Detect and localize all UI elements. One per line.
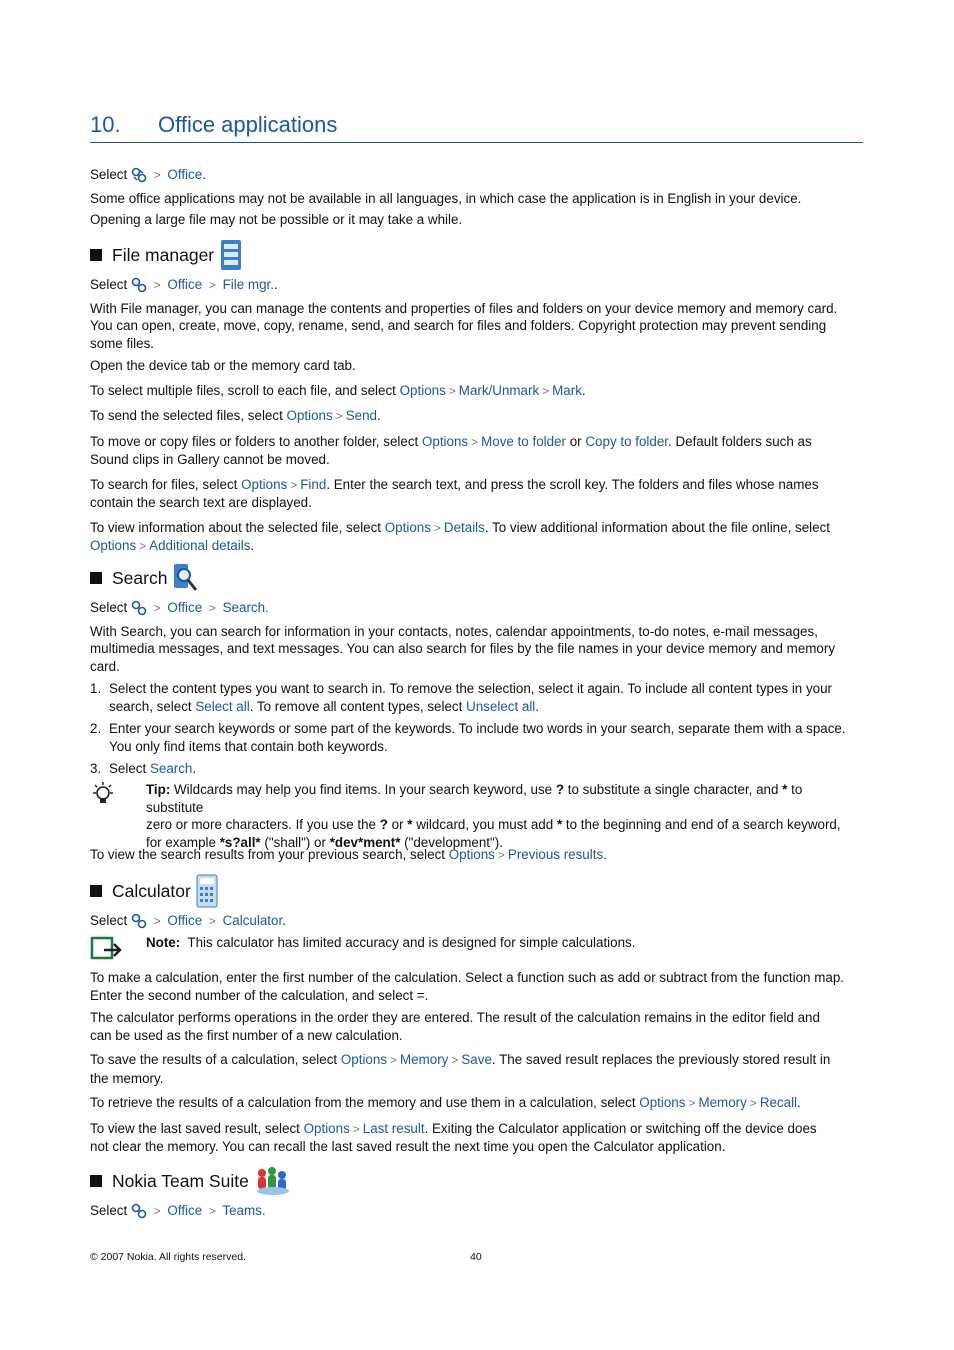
search-icon <box>171 562 199 594</box>
note-box: Note: This calculator has limited accuracy and is designed for simple calculations. <box>90 934 863 952</box>
options-link[interactable]: Options <box>399 382 446 398</box>
heading-text: Nokia Team Suite <box>112 1170 249 1191</box>
options-link[interactable]: Options <box>340 1052 388 1067</box>
office-link[interactable]: Office <box>167 600 203 615</box>
options-link[interactable]: Options <box>241 476 288 492</box>
heading-text: File manager <box>112 244 215 265</box>
move-to-folder-link[interactable]: Move to folder <box>481 433 566 449</box>
text: . Enter the search text, and press the scroll key. The folders and files whose names <box>326 476 819 492</box>
file-manager-heading <box>90 240 246 270</box>
paragraph: the memory. <box>90 1070 164 1086</box>
paragraph: Open the device tab or the memory card tab. <box>90 358 356 373</box>
select-text: Select <box>90 167 128 182</box>
chevron-right-icon: > <box>290 477 298 492</box>
chevron-right-icon: > <box>451 1053 459 1067</box>
chapter-number: 10. <box>90 112 121 137</box>
chevron-right-icon: > <box>335 409 343 423</box>
last-result-link[interactable]: Last result <box>362 1120 425 1136</box>
options-link[interactable]: Options <box>448 847 495 862</box>
file-mgr-link[interactable]: File mgr. <box>222 277 274 292</box>
menu-icon <box>131 1203 147 1219</box>
search-link[interactable]: Search. <box>222 600 269 615</box>
find-link[interactable]: Find <box>300 476 327 492</box>
paragraph: The calculator performs operations in the order they are entered. The result of the calculation remains in the editor field and <box>90 1010 820 1025</box>
options-link[interactable]: Options <box>303 1120 350 1136</box>
intro-p1: Some office applications may not be available in all languages, in which case the application is in English in your device. <box>90 190 802 206</box>
file-manager-section: Select > Office > File mgr.. With File manager, you can manage the contents and properties of files and folders on your device memory and memory card. You can open, create, move, copy, rename, send, and search for files and folders. Copyright protection may prevent sending some files. Open the device tab or the memory card tab. To select multiple files, scroll to each file, and select Options > Mark/Unmark > Mark. To send the selected files, select Options > Send. To move or copy files or folders to another folder, select Options > Move to folder or Copy to folder. Default folders such as Sound clips in Gallery cannot be moved. To search for files, select Options > Find. Enter the search text, and press the scroll key. The folders and files whose names contain the search text are displayed. To view information about the selected file, select Options > Details. To view additional information about the file online, select Options > Additional details. <box>90 276 863 556</box>
additional-details-link[interactable]: Additional details <box>149 538 251 553</box>
list-item: 3. Select Search. <box>90 761 197 776</box>
list-item: 1. Select the content types you want to search in. To remove the selection, select it again. To include all content types in your search, select Select all. To remove all content types, select Unselect all. <box>90 681 833 714</box>
text: To select multiple files, scroll to each file, and select <box>90 382 396 398</box>
previous-results-link[interactable]: Previous results <box>507 847 604 862</box>
select-text: Select <box>90 600 128 615</box>
team-suite-heading <box>90 1166 291 1196</box>
chevron-right-icon: > <box>153 278 161 292</box>
options-link[interactable]: Options <box>90 538 137 553</box>
note-icon <box>90 936 124 962</box>
save-link[interactable]: Save <box>461 1052 492 1067</box>
select-text: Select <box>90 277 128 292</box>
select-all-link[interactable]: Select all <box>195 698 250 714</box>
team-people-icon <box>253 1165 291 1197</box>
memory-link[interactable]: Memory <box>400 1052 449 1067</box>
mark-unmark-link[interactable]: Mark/Unmark <box>458 382 540 398</box>
chevron-right-icon: > <box>542 383 550 398</box>
chevron-right-icon: > <box>208 1204 216 1218</box>
paragraph: can be used as the first number of a new calculation. <box>90 1027 403 1043</box>
text: . To view additional information about the file online, select <box>484 519 831 535</box>
paragraph: With File manager, you can manage the contents and properties of files and folders on your device memory and memory card. <box>90 300 838 316</box>
office-link[interactable]: Office <box>167 277 203 292</box>
chevron-right-icon: > <box>688 1096 696 1110</box>
calculator-section: To make a calculation, enter the first number of the calculation. Select a function such as add or subtract from the function map. Enter the second number of the calculation, and select =. The calculator performs operations in the order they are entered. The result of the calculation remains in the editor field and can be used as the first number of a new calculation. To save the results of a calculation, select Options > Memory > Save. The saved result replaces the previously stored result in the memory. To retrieve the results of a calculation from the memory and use them in a calculation, select Options > Memory > Recall. To view the last saved result, select Options > Last result. Exiting the Calculator application or switching off the device does not clear the memory. You can recall the last saved result the next time you open the Calculator application. <box>90 969 863 1156</box>
page-number: 40 <box>470 1251 482 1263</box>
chevron-right-icon: > <box>749 1096 757 1110</box>
chevron-right-icon: > <box>433 520 441 535</box>
intro-select-line: Select > Office. Some office applications may not be available in all languages, in which case the application is in English in your device. Opening a large file may not be possible or it may take a while. <box>90 166 863 229</box>
chevron-right-icon: > <box>153 168 161 182</box>
chapter-heading: Office applications <box>158 112 338 137</box>
chevron-right-icon: > <box>153 601 161 615</box>
office-link[interactable]: Office <box>167 167 203 182</box>
office-link[interactable]: Office <box>167 913 203 928</box>
paragraph: With Search, you can search for information in your contacts, notes, calendar appointments, to-do notes, e-mail messages, <box>90 623 818 639</box>
calculator-heading <box>90 876 220 906</box>
paragraph: contain the search text are displayed. <box>90 495 312 510</box>
options-link[interactable]: Options <box>421 433 469 449</box>
mark-link[interactable]: Mark <box>552 382 582 398</box>
chevron-right-icon: > <box>153 914 161 928</box>
steps-list <box>90 680 863 778</box>
chevron-right-icon: > <box>208 278 216 292</box>
chevron-right-icon: > <box>471 434 479 449</box>
paragraph: some files. <box>90 335 154 351</box>
text: To search for files, select <box>90 476 238 492</box>
tip-label: Tip: <box>146 782 171 797</box>
menu-icon <box>131 600 147 616</box>
text: . Default folders such as <box>668 433 812 449</box>
note-label: Note: <box>146 935 181 950</box>
file-manager-icon <box>218 238 246 272</box>
paragraph: To make a calculation, enter the first number of the calculation. Select a function such as add or subtract from the function map. <box>90 970 844 985</box>
send-link[interactable]: Send <box>345 408 377 423</box>
copyright: © 2007 Nokia. All rights reserved. <box>90 1251 246 1263</box>
options-link[interactable]: Options <box>384 519 431 535</box>
paragraph: You can open, create, move, copy, rename, send, and search for files and folders. Copyright protection may prevent sending <box>90 318 827 333</box>
recall-link[interactable]: Recall <box>759 1095 798 1110</box>
chevron-right-icon: > <box>139 539 147 553</box>
search-heading <box>90 563 199 593</box>
chapter-title <box>90 108 863 143</box>
chevron-right-icon: > <box>352 1121 360 1136</box>
heading-text: Calculator <box>112 880 191 901</box>
unselect-all-link[interactable]: Unselect all <box>466 698 536 714</box>
tip-box: Tip: Wildcards may help you find items. In your search keyword, use ? to substitute a single character, and * to substitute zero or more characters. If you use the ? or * wildcard, you must add * to the beginning and end of a search keyword, for example *s?all* ("shall") or *dev*ment* ("development"). <box>90 781 863 851</box>
calculator-icon <box>194 874 220 908</box>
paragraph: multimedia messages, and text messages. You can also search for files by the file names in your device memory and memory <box>90 641 836 656</box>
chevron-right-icon: > <box>153 1204 161 1218</box>
text: To send the selected files, select <box>90 408 283 423</box>
text: To view information about the selected file, select <box>90 519 382 535</box>
copy-to-folder-link[interactable]: Copy to folder <box>585 433 669 449</box>
menu-icon <box>131 277 147 293</box>
chevron-right-icon: > <box>390 1053 398 1067</box>
options-link[interactable]: Options <box>286 408 333 423</box>
text: To move or copy files or folders to another folder, select <box>90 433 419 449</box>
chevron-right-icon: > <box>208 601 216 615</box>
paragraph: Enter the second number of the calculation, and select =. <box>90 987 429 1003</box>
menu-icon <box>131 167 147 183</box>
chevron-right-icon: > <box>448 383 456 398</box>
options-link[interactable]: Options <box>639 1095 686 1110</box>
chevron-right-icon: > <box>497 848 505 862</box>
chevron-right-icon: > <box>208 914 216 928</box>
heading-text: Search <box>112 567 168 588</box>
paragraph: Sound clips in Gallery cannot be moved. <box>90 452 330 467</box>
search-link[interactable]: Search <box>149 761 193 776</box>
team-select-line: Select > Office > Teams. <box>90 1202 863 1221</box>
search-previous: To view the search results from your previous search, select Options > Previous results. <box>90 846 863 865</box>
search-section <box>90 599 863 783</box>
text: or <box>569 433 582 449</box>
menu-icon <box>131 913 147 929</box>
paragraph: card. <box>90 658 120 674</box>
details-link[interactable]: Details <box>443 519 485 535</box>
paragraph: not clear the memory. You can recall the last saved result the next time you open the Calculator application. <box>90 1139 726 1154</box>
teams-link[interactable]: Teams. <box>222 1203 266 1218</box>
list-item: 2. Enter your search keywords or some part of the keywords. To include two words in your search, separate them with a space. You only find items that contain both keywords. <box>90 721 846 754</box>
memory-link[interactable]: Memory <box>698 1095 747 1110</box>
calculator-link[interactable]: Calculator <box>222 913 283 928</box>
lightbulb-icon <box>90 781 118 809</box>
office-link[interactable]: Office <box>167 1203 203 1218</box>
intro-p2: Opening a large file may not be possible or it may take a while. <box>90 212 463 227</box>
calculator-select-line: Select > Office > Calculator. <box>90 912 863 931</box>
